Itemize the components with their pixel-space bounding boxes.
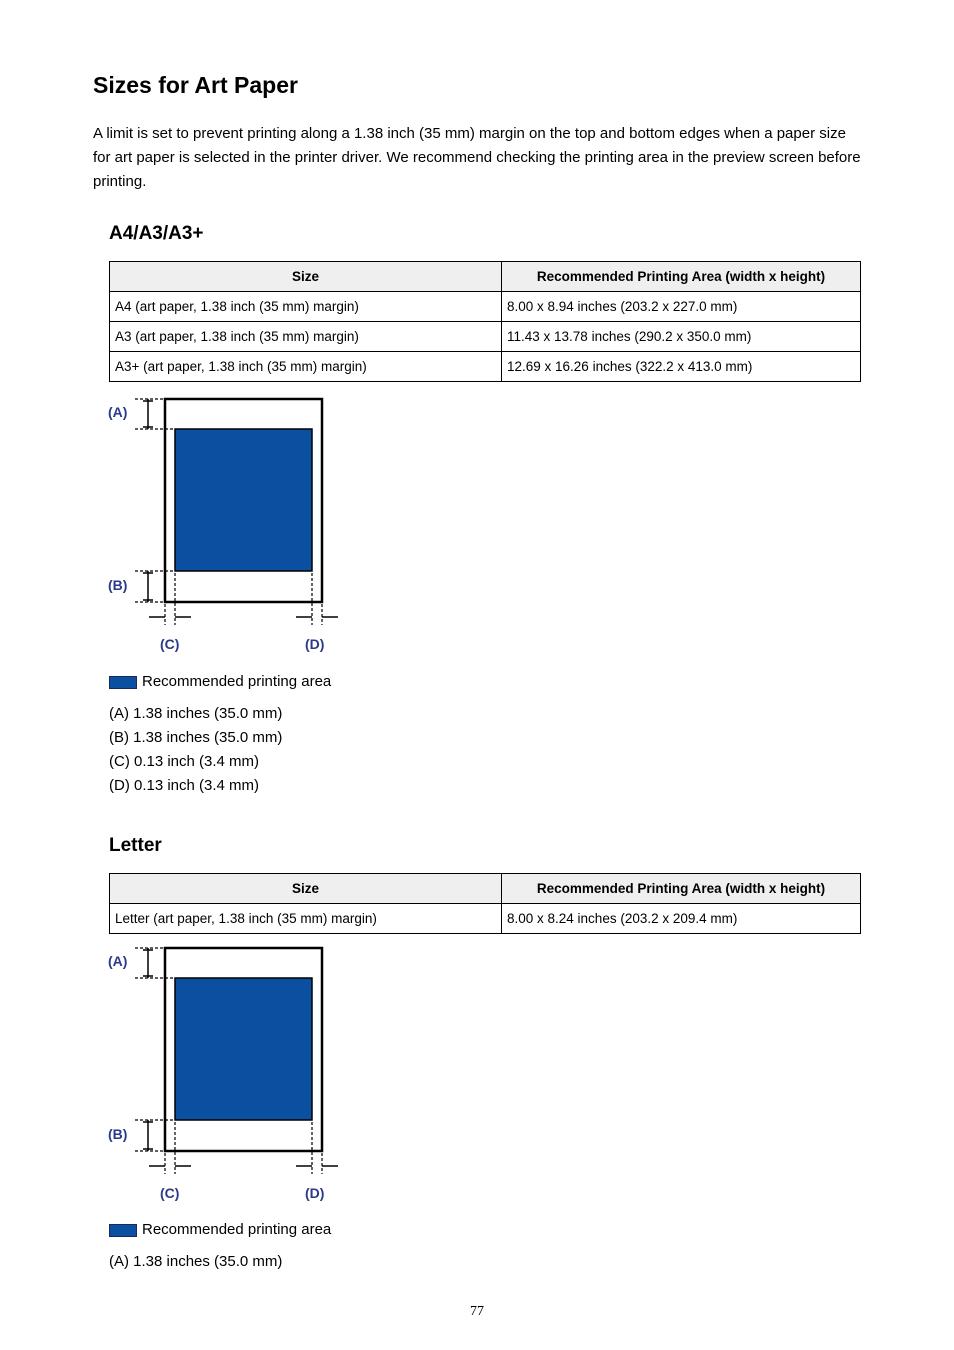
table-header-row [110, 262, 861, 292]
header-area: Recommended Printing Area (width x height) [502, 262, 861, 292]
size-table-letter [109, 873, 861, 934]
label-d: (D) [305, 636, 325, 652]
cell-size: Letter (art paper, 1.38 inch (35 mm) margin) [110, 904, 502, 934]
list-item: (A) 1.38 inches (35.0 mm) [109, 1253, 283, 1270]
cell-area: 12.69 x 16.26 inches (322.2 x 413.0 mm) [502, 352, 861, 382]
list-item: (B) 1.38 inches (35.0 mm) [109, 729, 283, 746]
print-area-block [175, 429, 312, 571]
section-heading-a4-a3: A4/A3/A3+ [109, 223, 204, 244]
legend-swatch [109, 1224, 137, 1237]
legend [109, 1220, 331, 1240]
cell-size: A3 (art paper, 1.38 inch (35 mm) margin) [110, 322, 502, 352]
label-d: (D) [305, 1185, 325, 1201]
list-item: (A) 1.38 inches (35.0 mm) [109, 705, 283, 722]
label-a: (A) [108, 404, 128, 420]
dimension-list [109, 1250, 282, 1274]
table-row [110, 904, 861, 934]
legend-label: Recommended printing area [142, 673, 332, 690]
label-b: (B) [108, 577, 128, 593]
cell-size: A3+ (art paper, 1.38 inch (35 mm) margin) [110, 352, 502, 382]
legend-label: Recommended printing area [142, 1221, 332, 1238]
table-header-row [110, 874, 861, 904]
cell-area: 8.00 x 8.24 inches (203.2 x 209.4 mm) [502, 904, 861, 934]
label-b: (B) [108, 1126, 128, 1142]
printing-area-diagram [105, 393, 345, 658]
list-item: (C) 0.13 inch (3.4 mm) [109, 753, 260, 770]
cell-area: 11.43 x 13.78 inches (290.2 x 350.0 mm) [502, 322, 861, 352]
intro-paragraph: A limit is set to prevent printing along a 1.38 inch (35 mm) margin on the top and bottom edges when a paper size for art paper is selected in the printer driver. We recommend checking the printing area in the preview screen before printing. [93, 125, 861, 190]
print-area-block [175, 978, 312, 1120]
page-number: 77 [470, 1304, 484, 1319]
header-size: Size [110, 262, 502, 292]
table-row [110, 322, 861, 352]
table-row [110, 352, 861, 382]
dimension-list [109, 702, 282, 798]
table-row [110, 292, 861, 322]
page-title: Sizes for Art Paper [93, 72, 298, 98]
label-a: (A) [108, 953, 128, 969]
label-c: (C) [160, 636, 180, 652]
header-size: Size [110, 874, 502, 904]
legend-swatch [109, 676, 137, 689]
label-c: (C) [160, 1185, 180, 1201]
cell-size: A4 (art paper, 1.38 inch (35 mm) margin) [110, 292, 502, 322]
list-item: (D) 0.13 inch (3.4 mm) [109, 777, 260, 794]
size-table-a4-a3 [109, 261, 861, 382]
printing-area-diagram [105, 942, 345, 1207]
section-heading-letter: Letter [109, 835, 162, 856]
header-area: Recommended Printing Area (width x height) [502, 874, 861, 904]
cell-area: 8.00 x 8.94 inches (203.2 x 227.0 mm) [502, 292, 861, 322]
legend [109, 672, 331, 692]
